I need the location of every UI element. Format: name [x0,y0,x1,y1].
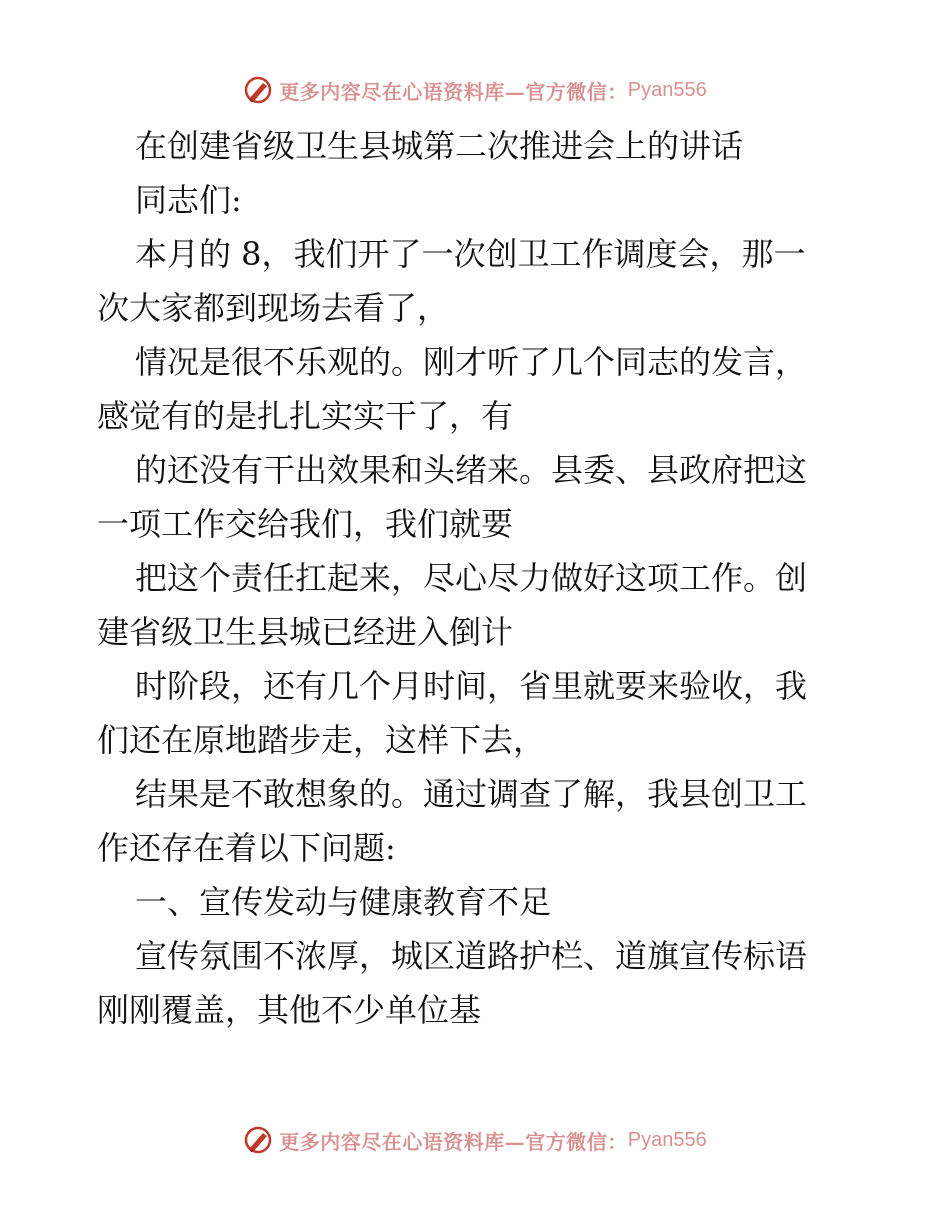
watermark-text: 更多内容尽在心语资料库—官方微信： [279,79,628,104]
footer-watermark [0,1120,950,1160]
text-line: 结果是不敢想象的。通过调查了解，我县创卫工 [135,775,808,813]
header-watermark [0,70,950,110]
text-line: 时阶段，还有几个月时间，省里就要来验收，我 [135,667,808,705]
text-line: 感觉有的是扎扎实实干了，有 [97,397,514,435]
salutation: 同志们: [135,181,242,219]
text-line: 宣传氛围不浓厚，城区道路护栏、道旗宣传标语 [135,937,808,975]
pen-logo-icon [243,1125,273,1155]
text-line: 们还在原地踏步走，这样下去， [97,721,546,759]
section-heading: 一、宣传发动与健康教育不足 [135,883,552,921]
text-line: 建省级卫生县城已经进入倒计 [97,613,514,651]
watermark-account: Pyan556 [627,1128,707,1151]
text-line: 刚刚覆盖，其他不少单位基 [97,991,482,1029]
watermark-account: Pyan556 [627,78,707,101]
text-line: 把这个责任扛起来，尽心尽力做好这项工作。创 [135,559,808,597]
text-line: 作还存在着以下问题: [97,829,396,867]
pen-logo-icon [243,75,273,105]
text-line: 情况是很不乐观的。刚才听了几个同志的发言， [135,343,808,381]
text-line: 一项工作交给我们，我们就要 [97,505,514,543]
text-line: 本月的 8，我们开了一次创卫工作调度会，那一 [135,235,806,273]
document-body [97,122,857,1040]
document-title: 在创建省级卫生县城第二次推进会上的讲话 [135,127,744,165]
text-line: 的还没有干出效果和头绪来。县委、县政府把这 [135,451,808,489]
text-line: 次大家都到现场去看了， [97,289,450,327]
watermark-text: 更多内容尽在心语资料库—官方微信： [279,1129,628,1154]
